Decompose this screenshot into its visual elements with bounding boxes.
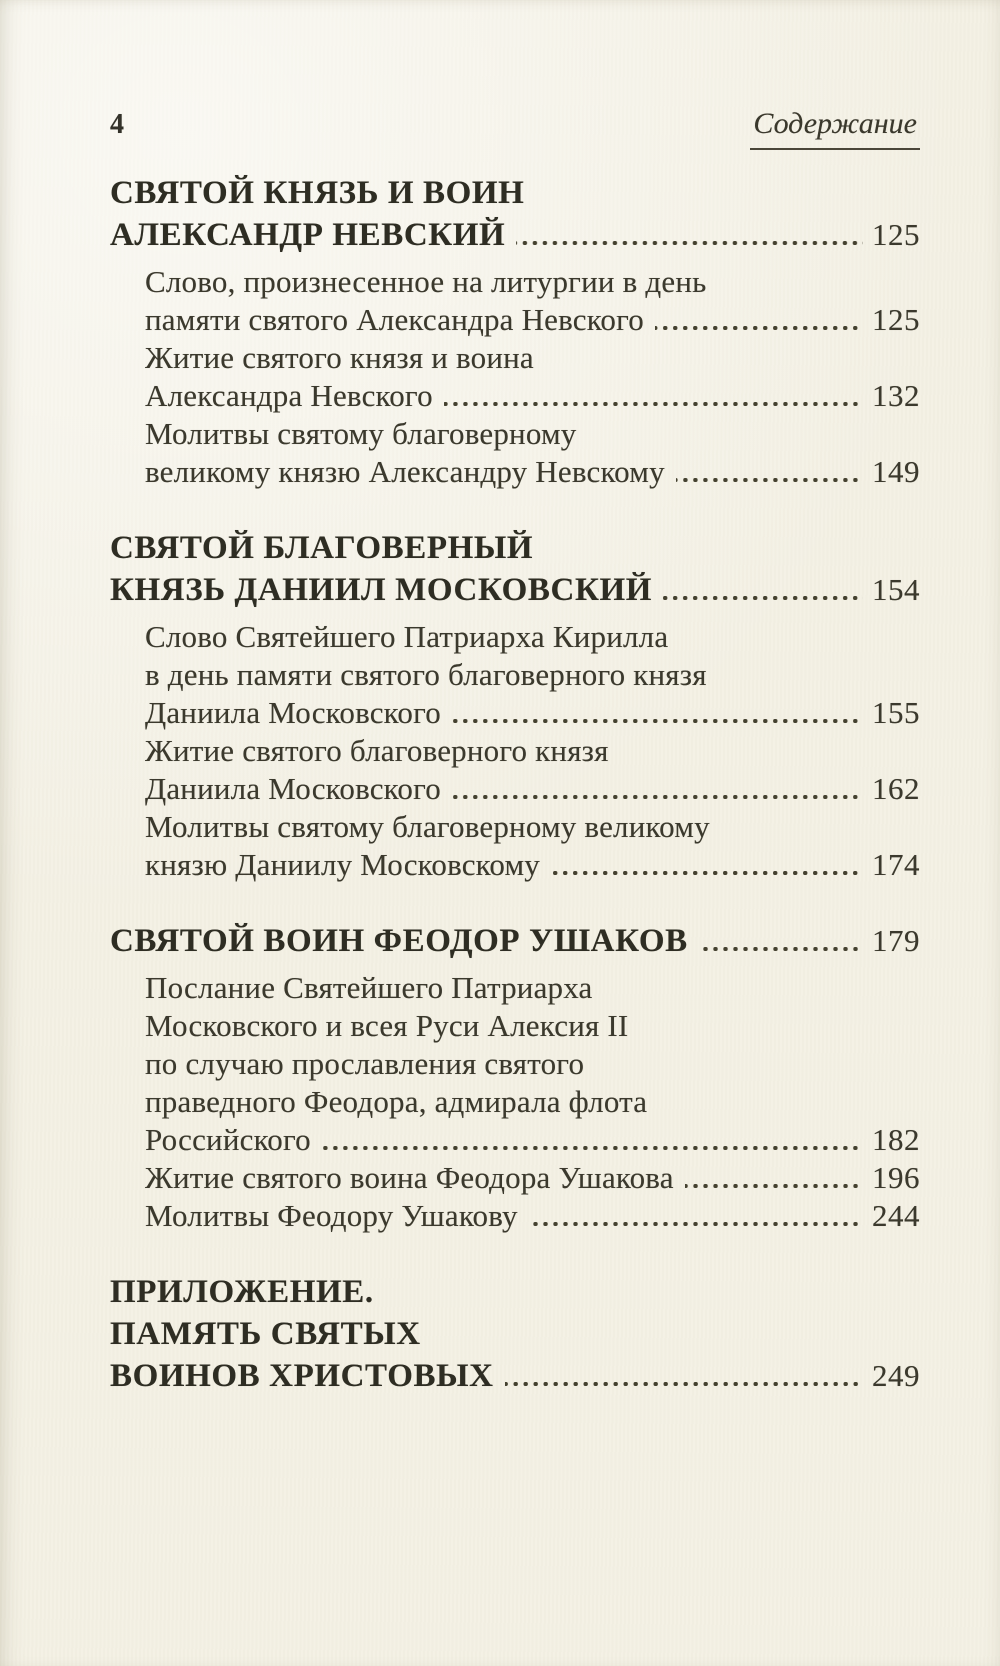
entry-text: великому князю Александру Невскому xyxy=(145,454,665,489)
entry-line: Житие святого благоверного князя xyxy=(145,733,609,768)
entry-line: Молитвы святому благоверному xyxy=(145,416,577,451)
entry-page-number: 155 xyxy=(872,695,920,730)
section-heading-text: ВОИНОВ ХРИСТОВЫХ xyxy=(110,1358,494,1394)
entry-page-number: 125 xyxy=(872,302,920,337)
entry-text: Российского xyxy=(145,1122,311,1157)
page-number: 4 xyxy=(110,109,124,140)
section-heading-line xyxy=(110,569,920,611)
dot-leader xyxy=(444,402,863,406)
entry-line xyxy=(145,377,920,415)
section-heading xyxy=(110,527,920,611)
dot-leader xyxy=(551,871,863,875)
section-page-number: 154 xyxy=(872,572,920,607)
toc-section-alexander-nevsky xyxy=(110,172,920,491)
entry-line xyxy=(145,770,920,808)
entry-text: Молитвы Феодору Ушакову xyxy=(145,1198,518,1233)
section-entries xyxy=(145,263,920,491)
toc-section-appendix xyxy=(110,1271,920,1397)
dot-leader xyxy=(529,1222,863,1226)
section-heading-line xyxy=(110,920,920,962)
entry-line xyxy=(145,301,920,339)
toc-section-feodor-ushakov xyxy=(110,920,920,1235)
entry-text: Александра Невского xyxy=(145,378,433,413)
dot-leader xyxy=(452,719,863,723)
section-page-number: 249 xyxy=(872,1358,920,1393)
toc-entry xyxy=(145,808,920,884)
section-heading-line xyxy=(110,1355,920,1397)
entry-line: праведного Феодора, адмирала флота xyxy=(145,1084,648,1119)
toc-entry xyxy=(145,732,920,808)
section-heading-text: СВЯТОЙ ВОИН ФЕОДОР УШАКОВ xyxy=(110,923,688,959)
entry-text: князю Даниилу Московскому xyxy=(145,847,540,882)
section-heading xyxy=(110,920,920,962)
toc-entry xyxy=(145,618,920,732)
entry-line: Житие святого князя и воина xyxy=(145,340,534,375)
section-entries xyxy=(145,969,920,1235)
dot-leader xyxy=(655,326,863,330)
section-entries xyxy=(145,618,920,884)
section-heading xyxy=(110,172,920,256)
section-heading-text: КНЯЗЬ ДАНИИЛ МОСКОВСКИЙ xyxy=(110,572,653,608)
toc-entry xyxy=(145,415,920,491)
entry-line: Слово Святейшего Патриарха Кирилла xyxy=(145,619,669,654)
dot-leader xyxy=(322,1146,863,1150)
toc-entry xyxy=(145,339,920,415)
entry-text: Даниила Московского xyxy=(145,771,441,806)
toc-entry xyxy=(145,1197,920,1235)
entry-page-number: 182 xyxy=(872,1122,920,1157)
entry-line xyxy=(145,1159,920,1197)
section-heading-text: АЛЕКСАНДР НЕВСКИЙ xyxy=(110,217,506,253)
dot-leader xyxy=(505,1382,863,1386)
entry-line xyxy=(145,1121,920,1159)
entry-line xyxy=(145,1197,920,1235)
section-heading-line: СВЯТОЙ БЛАГОВЕРНЫЙ xyxy=(110,530,534,566)
toc-section-daniil-moskovsky xyxy=(110,527,920,884)
dot-leader xyxy=(676,478,863,482)
entry-line: в день памяти святого благоверного князя xyxy=(145,657,707,692)
entry-page-number: 132 xyxy=(872,378,920,413)
entry-line: Молитвы святому благоверному великому xyxy=(145,809,710,844)
dot-leader xyxy=(663,596,863,600)
section-heading-line: ПАМЯТЬ СВЯТЫХ xyxy=(110,1316,421,1352)
entry-page-number: 149 xyxy=(872,454,920,489)
entry-line: Московского и всея Руси Алексия II xyxy=(145,1008,629,1043)
entry-line xyxy=(145,846,920,884)
section-heading-line: ПРИЛОЖЕНИЕ. xyxy=(110,1274,374,1310)
toc-entry xyxy=(145,969,920,1159)
toc-entry xyxy=(145,263,920,339)
dot-leader xyxy=(699,947,863,951)
entry-line: Слово, произнесенное на литургии в день xyxy=(145,264,707,299)
entry-text: Даниила Московского xyxy=(145,695,441,730)
section-page-number: 125 xyxy=(872,217,920,252)
page-header xyxy=(110,102,920,150)
running-head-contents: Содержание xyxy=(750,102,920,150)
entry-line xyxy=(145,453,920,491)
section-heading-line: СВЯТОЙ КНЯЗЬ И ВОИН xyxy=(110,175,525,211)
entry-page-number: 244 xyxy=(872,1198,920,1233)
dot-leader xyxy=(516,241,863,245)
entry-text: памяти святого Александра Невского xyxy=(145,302,644,337)
entry-line: Послание Святейшего Патриарха xyxy=(145,970,593,1005)
section-heading-line xyxy=(110,214,920,256)
entry-line xyxy=(145,694,920,732)
section-heading xyxy=(110,1271,920,1397)
dot-leader xyxy=(685,1184,863,1188)
dot-leader xyxy=(452,795,863,799)
entry-page-number: 174 xyxy=(872,847,920,882)
entry-line: по случаю прославления святого xyxy=(145,1046,585,1081)
entry-page-number: 162 xyxy=(872,771,920,806)
toc-entry xyxy=(145,1159,920,1197)
section-page-number: 179 xyxy=(872,923,920,958)
entry-page-number: 196 xyxy=(872,1160,920,1195)
entry-text: Житие святого воина Феодора Ушакова xyxy=(145,1160,674,1195)
